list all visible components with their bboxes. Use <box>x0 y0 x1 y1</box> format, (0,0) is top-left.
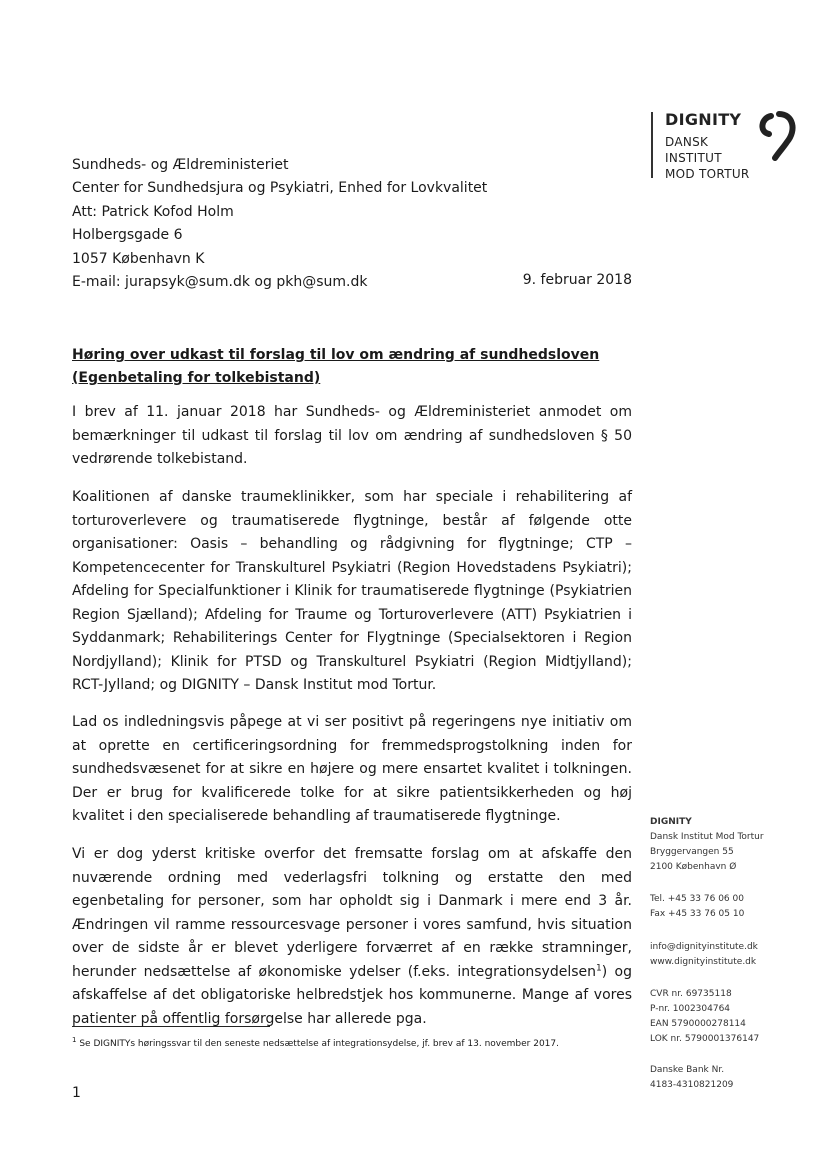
page-number: 1 <box>72 1085 81 1101</box>
sidebar-fax: Fax +45 33 76 05 10 <box>650 909 745 919</box>
sidebar-org-name: Dansk Institut Mod Tortur <box>650 832 764 842</box>
sidebar-bank-account: 4183-4310821209 <box>650 1080 734 1090</box>
sidebar-pnr: P-nr. 1002304764 <box>650 1004 731 1014</box>
sidebar-street: Bryggervangen 55 <box>650 847 734 857</box>
paragraph-2: Koalitionen af danske traumeklinikker, som har speciale i rehabilitering af torturoverlevere og traumatiserede flygtninge, består af følgende otte organisationer: Oasis – behandling og rådgivning for flygtninge; CTP – Kompetencecenter for Transkulturel Psykiatri (Region Hovedstadens Psykiatri); Afdeling for Specialfunktioner i Klinik for traumatiserede flygtninge (Psykiatrien Region Sjælland); Afdeling for Traume og Torturoverlevere (ATT) Psykiatrien i Syddanmark; Rehabiliterings Center for Flygtninge (Specialsektoren i Region Nordjylland); Klinik for PTSD og Transkulturel Psykiatri (Region Midtjylland); RCT-Jylland; og DIGNITY – Dansk Institut mod Tortur. <box>72 489 632 693</box>
logo-line-2: INSTITUT <box>665 151 722 165</box>
sidebar-bank <box>650 1063 733 1093</box>
recipient-email: E-mail: jurapsyk@sum.dk og pkh@sum.dk <box>72 274 368 291</box>
footnote-reference[interactable]: 1 <box>596 962 602 973</box>
sidebar-org: DIGNITY <box>650 817 692 827</box>
dignity-logo <box>651 110 801 182</box>
dignity-mark-icon <box>757 110 797 162</box>
sidebar-city: 2100 København Ø <box>650 862 737 872</box>
logo-divider <box>651 112 653 178</box>
sidebar-lok: LOK nr. 5790001376147 <box>650 1034 760 1044</box>
logo-title: DIGNITY <box>665 110 742 129</box>
sidebar-bank-name: Danske Bank Nr. <box>650 1065 725 1075</box>
paragraph-3: Lad os indledningsvis påpege at vi ser positivt på regeringens nye initiativ om at oprette en certificeringsordning for fremmedsprogstolkning inden for sundhedsvæsenet for at sikre en højere og mere ensartet kvalitet i tolkningen. Der er brug for kvalificerede tolke for at sikre patientsikkerheden og høj kvalitet i den specialiserede behandling af traumatiserede flygtninge. <box>72 714 632 824</box>
sidebar-cvr: CVR nr. 69735118 <box>650 989 732 999</box>
recipient-line: Att: Patrick Kofod Holm <box>72 203 234 220</box>
sidebar-online <box>650 940 758 970</box>
recipient-line: 1057 København K <box>72 250 205 267</box>
paragraph-1: I brev af 11. januar 2018 har Sundheds- og Ældreministeriet anmodet om bemærkninger til udkast til forslag til lov om ændring af sundhedsloven § 50 vedrørende tolkebistand. <box>72 404 632 467</box>
paragraph-4 <box>72 843 632 1031</box>
sidebar-registration <box>650 987 759 1047</box>
sidebar-address <box>650 815 764 875</box>
sidebar-web[interactable]: www.dignityinstitute.dk <box>650 957 757 967</box>
paragraph-4-part-2: ) og afskaffelse af det obligatoriske helbredstjek hos kommunerne. Mange af vores patienter på offentlig forsørgelse har allerede pga. <box>72 963 632 1027</box>
sidebar-phone <box>650 892 744 922</box>
sidebar-tel: Tel. +45 33 76 06 00 <box>650 894 744 904</box>
footnote-mark: 1 <box>72 1036 77 1044</box>
footnote-divider <box>72 1026 270 1027</box>
footnote-text: Se DIGNITYs høringssvar til den seneste nedsættelse af integrationsydelse, jf. brev af 13. november 2017. <box>76 1039 559 1049</box>
recipient-line: Center for Sundhedsjura og Psykiatri, Enhed for Lovkvalitet <box>72 180 488 197</box>
sidebar-email[interactable]: info@dignityinstitute.dk <box>650 942 758 952</box>
footnote <box>72 1036 559 1049</box>
paragraph-4-part-1: Vi er dog yderst kritiske overfor det fremsatte forslag om at afskaffe den nuværende ordning med vederlagsfri tolkning og erstatte den med egenbetaling for personer, som har opholdt sig i Danmark i mere end 3 år. Ændringen vil ramme ressourcesvage personer i vores samfund, hvis situation over de sidste år er blevet yderligere forværret af en række stramninger, herunder nedsættelse af økonomiske ydelser (f.eks. integrationsydelsen <box>72 846 632 980</box>
letter-subject: Høring over udkast til forslag til lov om ændring af sundhedsloven (Egenbetaling for tolkebistand) <box>72 347 600 386</box>
logo-line-1: DANSK <box>665 135 709 149</box>
recipient-line: Sundheds- og Ældreministeriet <box>72 157 289 173</box>
sidebar-ean: EAN 5790000278114 <box>650 1019 746 1029</box>
logo-line-3: MOD TORTUR <box>665 167 750 181</box>
recipient-line: Holbergsgade 6 <box>72 227 183 244</box>
letter-date: 9. februar 2018 <box>522 272 632 288</box>
